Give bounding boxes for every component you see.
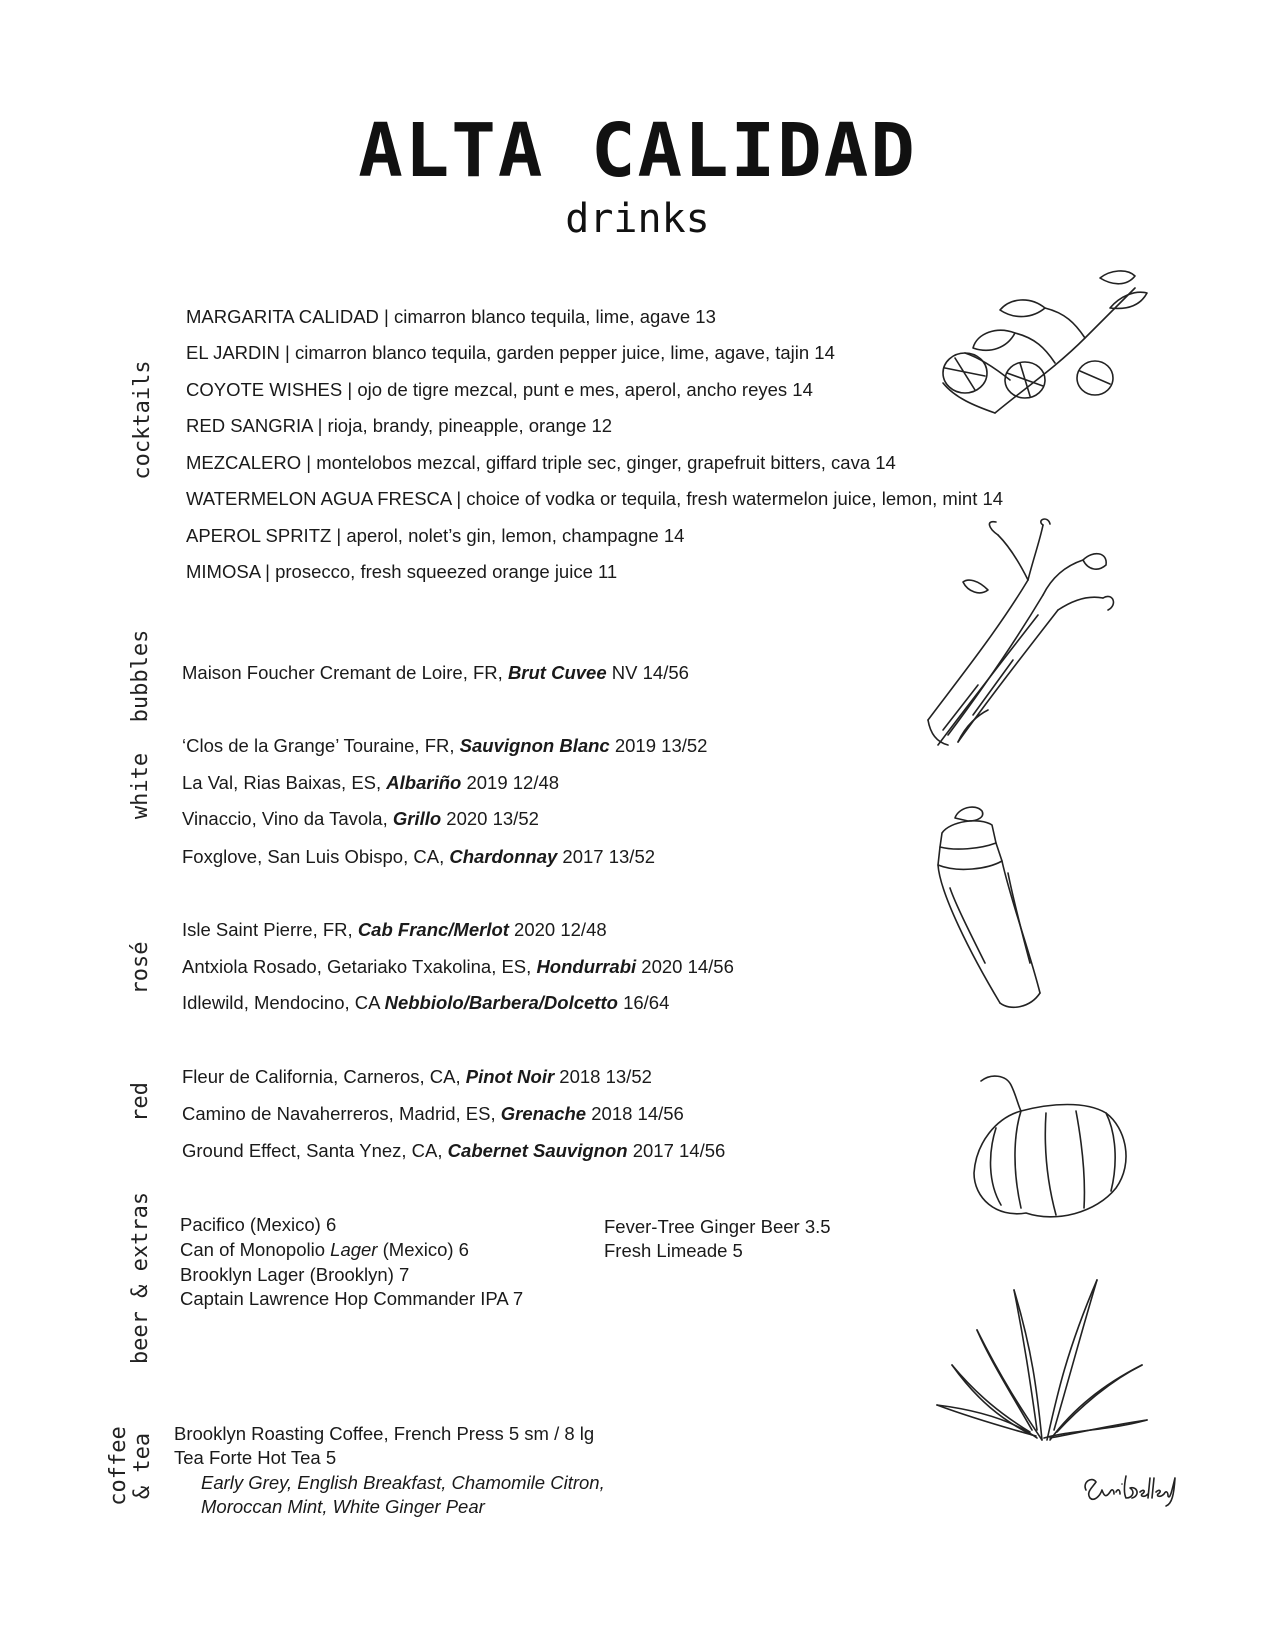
varietal: Grenache — [500, 1103, 587, 1124]
wine-item: ‘Clos de la Grange’ Touraine, FR, Sauvignon Blanc 2019 13/52 — [182, 735, 708, 756]
coffee-item: Brooklyn Roasting Coffee, French Press 5 sm / 8 lg — [174, 1423, 595, 1444]
extra-item: Fresh Limeade 5 — [604, 1240, 743, 1261]
beer-item: Pacifico (Mexico) 6 — [180, 1214, 337, 1235]
cocktail-item: MEZCALERO | montelobos mezcal, giffard triple sec, ginger, grapefruit bitters, cava 14 — [186, 452, 896, 473]
tea-flavors-note: Moroccan Mint, White Ginger Pear — [201, 1496, 485, 1517]
wine-item: Camino de Navaherreros, Madrid, ES, Grenache 2018 14/56 — [182, 1103, 684, 1124]
cocktail-shaker-illustration — [930, 803, 1050, 1013]
tea-flavors-note: Early Grey, English Breakfast, Chamomile Citron, — [201, 1472, 605, 1493]
varietal: Cab Franc/Merlot — [357, 919, 509, 940]
section-label-bubbles: bubbles — [128, 629, 153, 723]
wine-item: Ground Effect, Santa Ynez, CA, Cabernet Sauvignon 2017 14/56 — [182, 1140, 726, 1161]
cocktail-item: APEROL SPRITZ | aperol, nolet’s gin, lemon, champagne 14 — [186, 525, 685, 546]
beer-item: Brooklyn Lager (Brooklyn) 7 — [180, 1264, 410, 1285]
section-label-red: red — [128, 1082, 153, 1122]
extra-item: Fever-Tree Ginger Beer 3.5 — [604, 1216, 831, 1237]
celery-illustration — [918, 520, 1118, 750]
varietal: Hondurrabi — [536, 956, 637, 977]
section-label-rose: rosé — [128, 941, 153, 995]
agave-plant-illustration — [932, 1270, 1152, 1445]
beer-item: Captain Lawrence Hop Commander IPA 7 — [180, 1288, 524, 1309]
menu-subtitle: drinks — [565, 196, 710, 242]
artist-signature — [1080, 1468, 1180, 1508]
varietal: Pinot Noir — [465, 1066, 555, 1087]
varietal: Chardonnay — [449, 846, 558, 867]
coffee-label-line2: & tea — [130, 1432, 155, 1500]
beer-item: Can of Monopolio Lager (Mexico) 6 — [180, 1239, 469, 1260]
habanero-pepper-illustration — [966, 1073, 1136, 1223]
wine-item: Maison Foucher Cremant de Loire, FR, Brut Cuvee NV 14/56 — [182, 662, 689, 683]
cocktail-item: EL JARDIN | cimarron blanco tequila, garden pepper juice, lime, agave, tajin 14 — [186, 342, 835, 363]
section-label-cocktails: cocktails — [130, 360, 155, 480]
cocktail-item: RED SANGRIA | rioja, brandy, pineapple, orange 12 — [186, 415, 613, 436]
wine-item: La Val, Rias Baixas, ES, Albariño 2019 12/48 — [182, 772, 560, 793]
menu-title: ALTA CALIDAD — [358, 108, 917, 194]
wine-item: Idlewild, Mendocino, CA Nebbiolo/Barbera/Dolcetto 16/64 — [182, 992, 670, 1013]
tomatillo-branch-illustration — [935, 268, 1150, 418]
cocktail-item: MIMOSA | prosecco, fresh squeezed orange juice 11 — [186, 561, 618, 582]
wine-item: Fleur de California, Carneros, CA, Pinot Noir 2018 13/52 — [182, 1066, 652, 1087]
tea-item: Tea Forte Hot Tea 5 — [174, 1447, 337, 1468]
cocktail-item: COYOTE WISHES | ojo de tigre mezcal, punt e mes, aperol, ancho reyes 14 — [186, 379, 813, 400]
varietal: Cabernet Sauvignon — [447, 1140, 628, 1161]
wine-item: Antxiola Rosado, Getariako Txakolina, ES, Hondurrabi 2020 14/56 — [182, 956, 734, 977]
section-label-beer-extras: beer & extras — [128, 1191, 153, 1365]
wine-item: Foxglove, San Luis Obispo, CA, Chardonnay 2017 13/52 — [182, 846, 656, 867]
cocktail-item: WATERMELON AGUA FRESCA | choice of vodka or tequila, fresh watermelon juice, lemon, mint 14 — [186, 488, 1004, 509]
wine-item: Vinaccio, Vino da Tavola, Grillo 2020 13/52 — [182, 808, 539, 829]
wine-item: Isle Saint Pierre, FR, Cab Franc/Merlot 2020 12/48 — [182, 919, 607, 940]
section-label-white: white — [128, 752, 153, 820]
varietal: Albariño — [386, 772, 462, 793]
coffee-label-line1: coffee — [106, 1426, 131, 1506]
varietal: Sauvignon Blanc — [459, 735, 610, 756]
varietal: Grillo — [392, 808, 442, 829]
cocktail-item: MARGARITA CALIDAD | cimarron blanco tequila, lime, agave 13 — [186, 306, 716, 327]
varietal: Brut Cuvee — [507, 662, 607, 683]
varietal: Nebbiolo/Barbera/Dolcetto — [384, 992, 618, 1013]
